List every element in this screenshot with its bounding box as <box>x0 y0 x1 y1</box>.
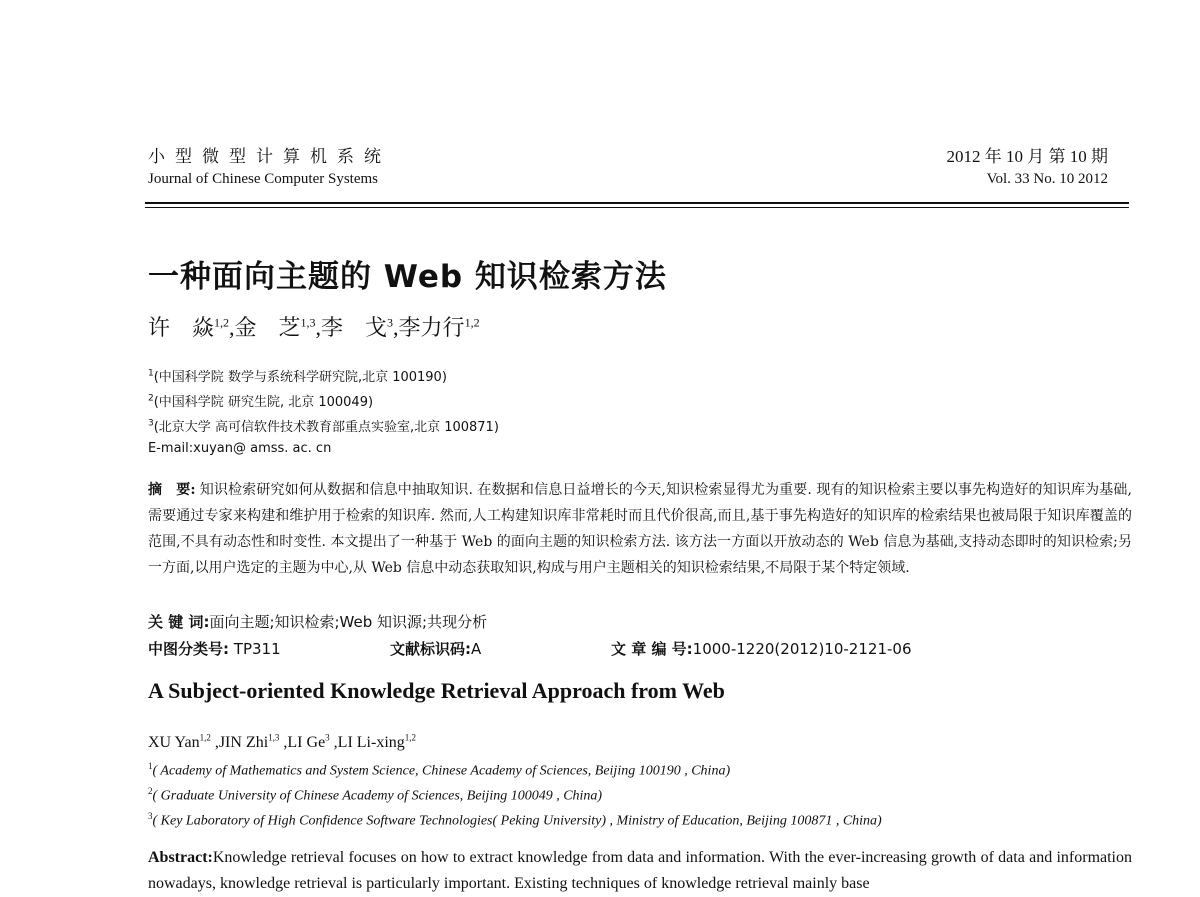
affiliation-en: $^1$( Academy of Mathematics and System Science, Chinese Academy of Sciences, Beijing 100190 , China) <box>148 761 731 779</box>
abstract-en-label: Abstract: <box>148 849 213 866</box>
abstract-zh-label: 摘 要: <box>148 482 196 498</box>
header-rule-thick <box>145 202 1129 204</box>
author-en: XU Yan$^{1,2}$ , <box>148 733 219 752</box>
affiliation-en: $^2$( Graduate University of Chinese Academy of Sciences, Beijing 100049 , China) <box>148 786 603 804</box>
author-zh: 金 芝$^{1,3}$, <box>234 315 322 340</box>
clc-number: 中图分类号: TP311 <box>148 640 281 658</box>
author-en: LI Li-xing$^{1,2}$ <box>337 733 417 752</box>
paper-title-zh: 一种面向主题的 Web 知识检索方法 <box>148 259 667 295</box>
header-rule-thin <box>145 207 1129 208</box>
affiliation-zh: $^3$(北京大学 高可信软件技术教育部重点实验室,北京 100871) <box>148 418 499 435</box>
affiliation-zh: $^1$(中国科学院 数学与系统科学研究院,北京 100190) <box>148 368 447 385</box>
affiliation-zh: $^2$(中国科学院 研究生院, 北京 100049) <box>148 393 374 410</box>
abstract-en <box>148 845 1132 897</box>
author-email: E-mail:xuyan@ amss. ac. cn <box>148 441 332 456</box>
journal-name-zh: 小型微型计算机系统 <box>148 147 391 166</box>
abstract-zh-text: 知识检索研究如何从数据和信息中抽取知识. 在数据和信息日益增长的今天,知识检索显得尤为重要. 现有的知识检索主要以事先构造好的知识库为基础,需要通过专家来构建和维护用于检索的知识库. 然而,人工构建知识库非常耗时而且代价很高,而且,基于事先构造好的知识库的检索结果也被局限于知识库覆盖的范围,不具有动态性和时变性. 本文提出了一种基于 Web 的面向主题的知识检索方法. 该方法一方面以开放动态的 Web 信息为基础,支持动态即时的知识检索;另一方面,以用户选定的主题为中心,从 Web 信息中动态获取知识,构成与用户主题相关的知识检索结果,不局限于某个特定领域. <box>148 482 1133 576</box>
author-en: LI Ge$^3$ , <box>287 733 338 752</box>
author-zh: 李力行$^{1,2}$ <box>398 315 480 340</box>
document-code: 文献标识码:A <box>390 640 482 658</box>
journal-name-en: Journal of Chinese Computer Systems <box>148 171 378 187</box>
author-zh: 许 焱$^{1,2}$, <box>148 315 235 340</box>
abstract-en-text: Knowledge retrieval focuses on how to extract knowledge from data and information. With the ever-increasing growth of data and information nowadays, knowledge retrieval is particularly important. Existing techniques of knowledge retrieval mainly base <box>148 849 1132 892</box>
keywords-text: 面向主题;知识检索;Web 知识源;共现分析 <box>209 613 488 631</box>
author-list-en <box>148 733 416 752</box>
issue-info-zh: 2012 年 10 月 第 10 期 <box>946 147 1108 166</box>
author-list-zh <box>148 311 480 342</box>
abstract-zh <box>148 477 1132 581</box>
article-number: 文 章 编 号:1000-1220(2012)10-2121-06 <box>611 640 912 658</box>
keywords-label: 关 键 词: <box>148 613 210 631</box>
author-zh: 李 戈$^3$, <box>321 315 399 340</box>
paper-title-en: A Subject-oriented Knowledge Retrieval Approach from Web <box>148 678 725 703</box>
author-en: JIN Zhi$^{1,3}$ , <box>218 733 288 752</box>
issue-info-en: Vol. 33 No. 10 2012 <box>986 171 1108 187</box>
affiliation-en: $^3$( Key Laboratory of High Confidence Software Technologies( Peking University) , Ministry of Education, Beijing 100871 , China) <box>148 811 882 829</box>
keywords-zh <box>148 611 487 632</box>
